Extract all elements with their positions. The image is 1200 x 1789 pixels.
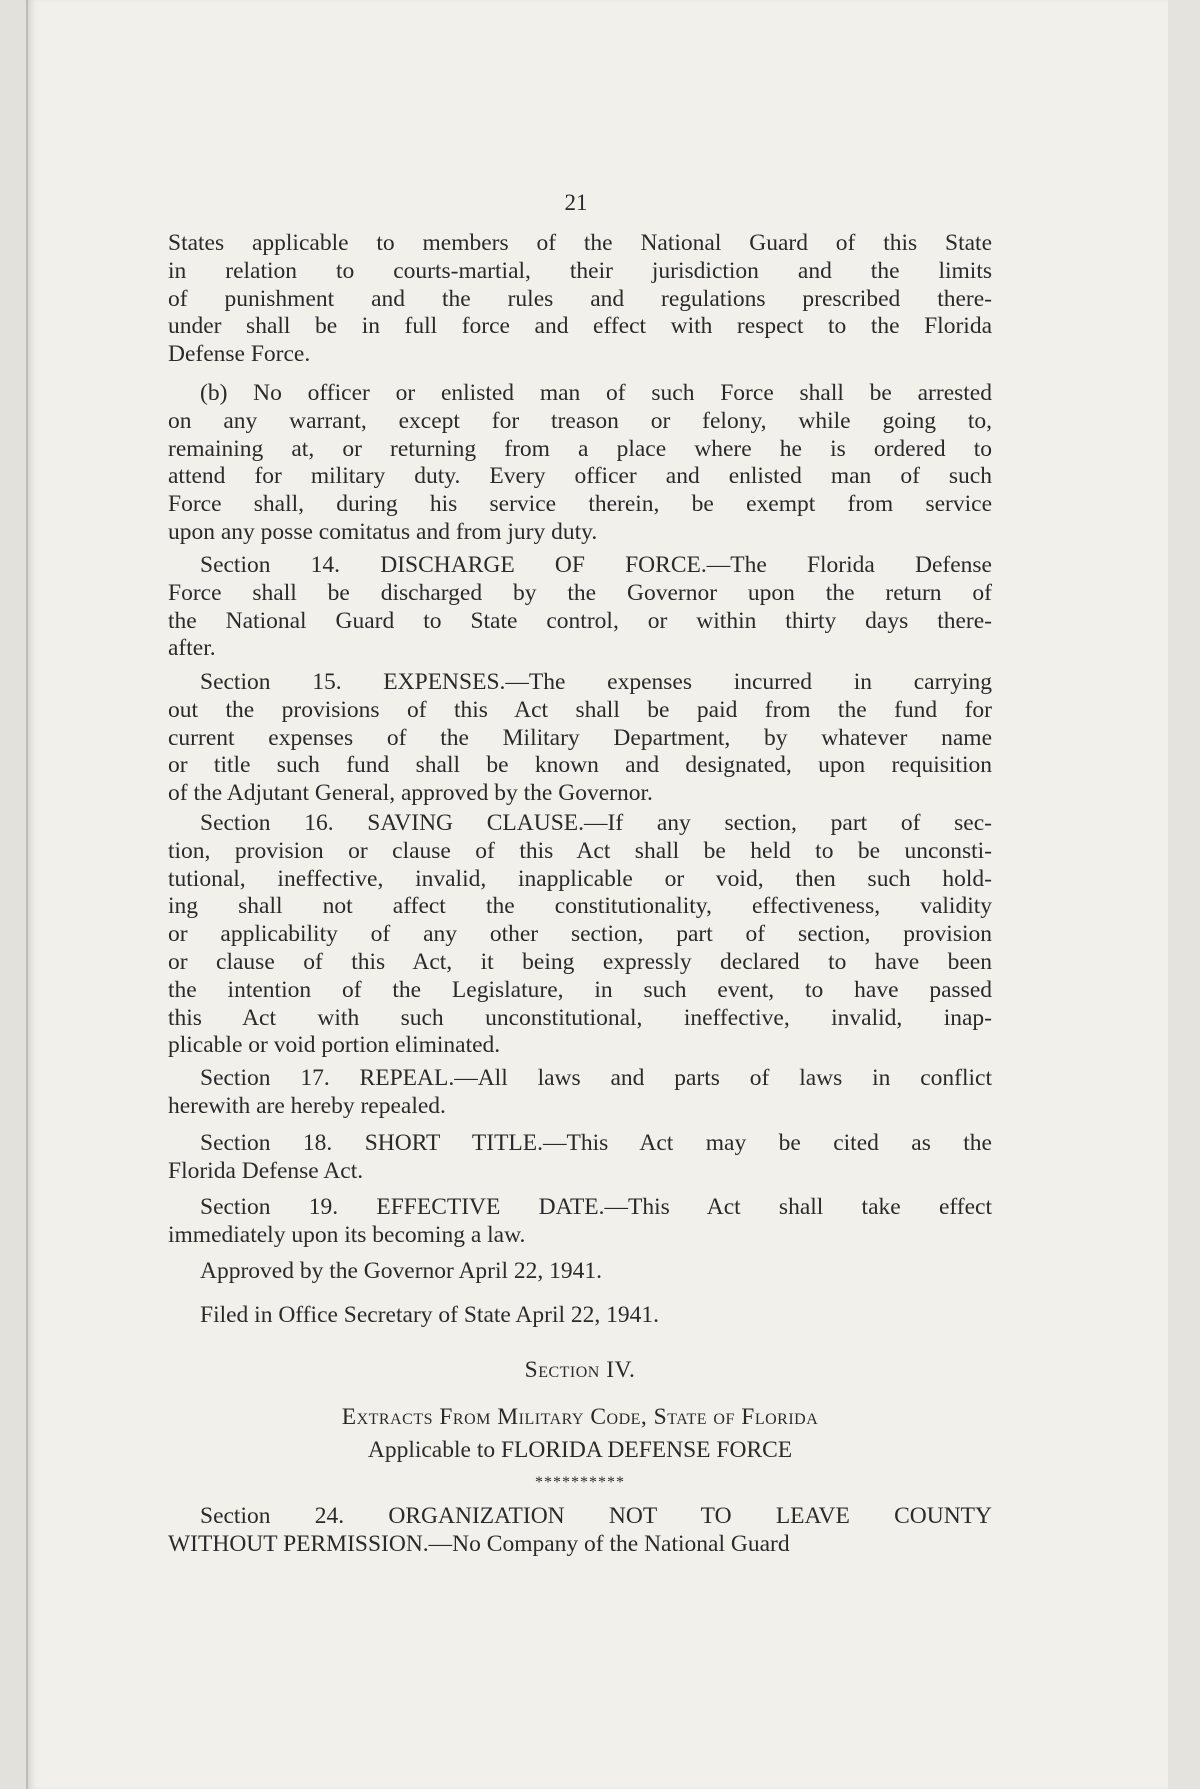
text-line: Section 17. REPEAL.—All laws and parts of laws in conflict xyxy=(200,1065,992,1091)
paragraph xyxy=(168,230,992,369)
text-line: out the provisions of this Act shall be paid from the fund for xyxy=(168,696,992,723)
text-line: Filed in Office Secretary of State April 22, 1941. xyxy=(200,1302,660,1328)
paragraph xyxy=(168,669,992,808)
text-line: Force shall, during his service therein, be exempt from service xyxy=(168,491,992,518)
text-line: attend for military duty. Every officer and enlisted man of such xyxy=(168,463,992,490)
text-line: tion, provision or clause of this Act shall be held to be unconsti- xyxy=(168,837,992,864)
text-line: after. xyxy=(168,635,216,662)
text-line: on any warrant, except for treason or felony, while going to, xyxy=(168,407,992,434)
paragraph xyxy=(168,810,992,1060)
text-line: Force shall be discharged by the Governor upon the return of xyxy=(168,579,992,606)
text-line: Defense Force. xyxy=(168,341,311,368)
text-line: in relation to courts-martial, their jurisdiction and the limits xyxy=(168,257,992,284)
page-edge xyxy=(1168,0,1200,1789)
page-number: 21 xyxy=(564,190,588,215)
text-line: Approved by the Governor April 22, 1941. xyxy=(200,1258,603,1284)
text-line: Section 14. DISCHARGE OF FORCE.—The Florida Defense xyxy=(200,552,992,578)
text-line: Section 24. ORGANIZATION NOT TO LEAVE COUNTY xyxy=(200,1503,992,1529)
text-line: Section 16. SAVING CLAUSE.—If any section, part of sec- xyxy=(200,810,992,836)
text-line: of punishment and the rules and regulations prescribed there- xyxy=(168,285,992,312)
text-line: the National Guard to State control, or within thirty days there- xyxy=(168,607,992,634)
facing-page-edge xyxy=(0,0,28,1789)
text-line: under shall be in full force and effect with respect to the Florida xyxy=(168,313,992,340)
section-heading: Section IV. xyxy=(524,1357,636,1383)
section-subtitle: Extracts From Military Code, State of Florida xyxy=(341,1404,819,1430)
section-applicable: Applicable to FLORIDA DEFENSE FORCE xyxy=(367,1437,793,1463)
text-line: ing shall not affect the constitutionality, effectiveness, validity xyxy=(168,893,992,920)
text-line: upon any posse comitatus and from jury duty. xyxy=(168,518,598,545)
paragraph xyxy=(168,1130,992,1186)
text-line: of the Adjutant General, approved by the Governor. xyxy=(168,780,653,807)
text-line: herewith are hereby repealed. xyxy=(168,1092,446,1119)
text-line: tutional, ineffective, invalid, inapplicable or void, then such hold- xyxy=(168,865,992,892)
paragraph xyxy=(168,1258,992,1286)
text-line: or clause of this Act, it being expressly declared to have been xyxy=(168,948,992,975)
text-line: or title such fund shall be known and designated, upon requisition xyxy=(168,752,992,779)
paragraph xyxy=(168,552,992,663)
text-line: Section 15. EXPENSES.—The expenses incurred in carrying xyxy=(200,669,992,695)
text-line: (b) No officer or enlisted man of such Force shall be arrested xyxy=(200,380,992,406)
text-line: States applicable to members of the National Guard of this State xyxy=(168,230,992,256)
text-line: this Act with such unconstitutional, ineffective, invalid, inap- xyxy=(168,1004,992,1031)
text-line: WITHOUT PERMISSION.—No Company of the National Guard xyxy=(168,1530,790,1557)
paragraph xyxy=(168,1194,992,1250)
text-line: Florida Defense Act. xyxy=(168,1157,364,1184)
paragraph xyxy=(168,1302,992,1330)
paragraph xyxy=(168,380,992,547)
paragraph xyxy=(168,1065,992,1121)
text-line: the intention of the Legislature, in such event, to have passed xyxy=(168,976,992,1003)
text-line: or applicability of any other section, part of section, provision xyxy=(168,921,992,948)
text-line: Section 19. EFFECTIVE DATE.—This Act shall take effect xyxy=(200,1194,992,1220)
text-line: remaining at, or returning from a place where he is ordered to xyxy=(168,435,992,462)
text-line: Section 18. SHORT TITLE.—This Act may be cited as the xyxy=(200,1130,992,1156)
text-line: immediately upon its becoming a law. xyxy=(168,1221,526,1248)
text-line: plicable or void portion eliminated. xyxy=(168,1032,501,1059)
paragraph xyxy=(168,1503,992,1559)
separator: ********** xyxy=(535,1474,625,1491)
text-line: current expenses of the Military Department, by whatever name xyxy=(168,724,992,751)
